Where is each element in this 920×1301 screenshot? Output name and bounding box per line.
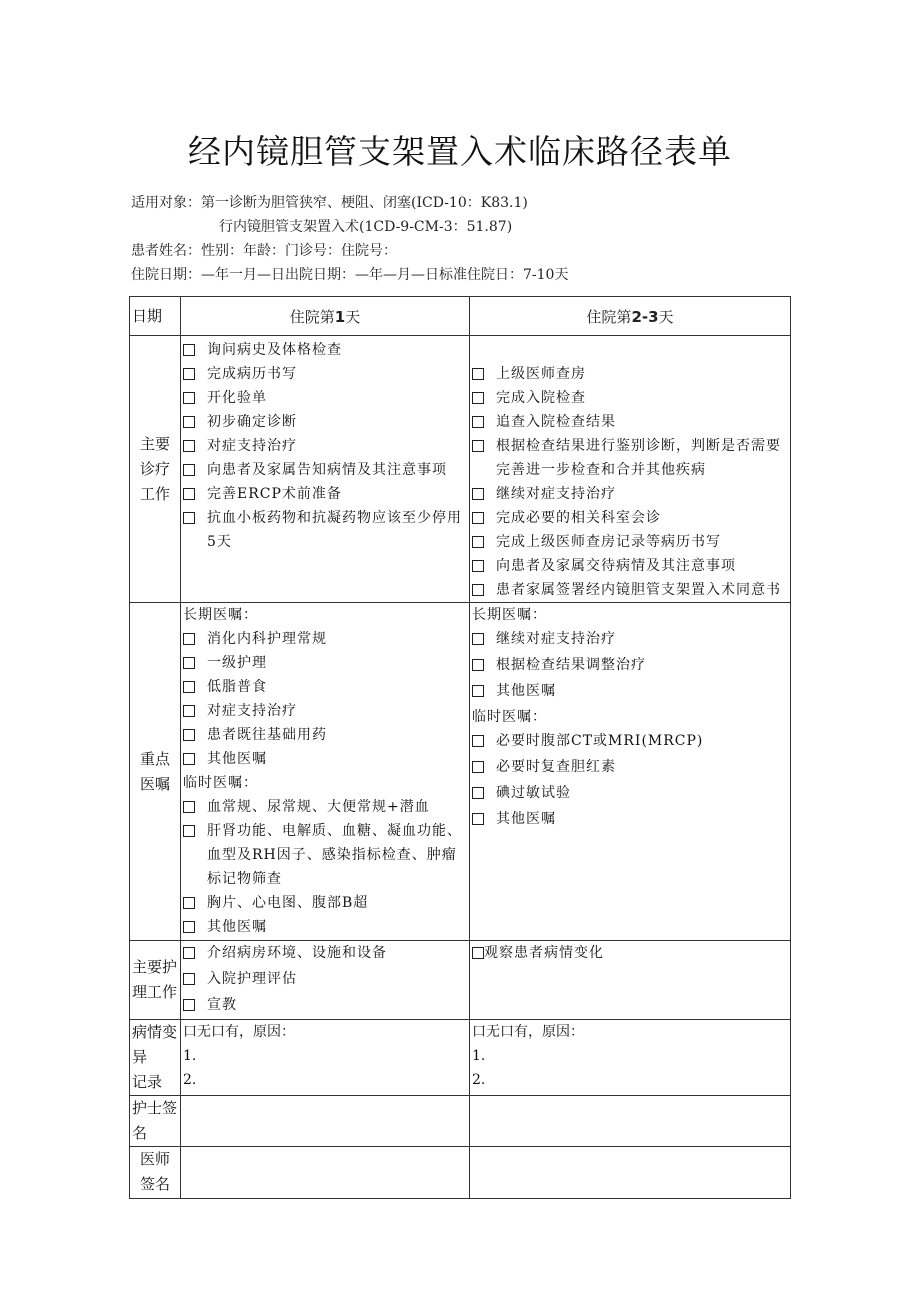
checklist-item-text: 根据检查结果调整治疗 <box>496 657 646 673</box>
main-work-label <box>130 336 181 603</box>
checklist-item-text: 其他医嘱 <box>496 683 556 699</box>
variance-label-2: 异 <box>132 1048 148 1066</box>
checklist-item-text: 其他医嘱 <box>496 811 556 827</box>
nurse-sign-label-1: 护士签 <box>132 1099 178 1117</box>
variance-row <box>130 1020 791 1096</box>
variance-day1-reason-2[interactable]: 2. <box>183 1072 197 1088</box>
checklist-item <box>472 362 788 386</box>
day1-temp-orders-title: 临时医嘱： <box>183 775 258 791</box>
checkbox[interactable] <box>472 512 484 524</box>
day1-long-orders-list <box>181 627 469 771</box>
checklist-item-text: 抗血小板药物和抗凝药物应该至少停用 <box>207 510 462 526</box>
checklist-item <box>472 578 788 602</box>
checkbox[interactable] <box>183 633 195 645</box>
checkbox[interactable] <box>183 801 195 813</box>
nurse-sign-label <box>130 1096 181 1147</box>
variance-day1-cell <box>181 1020 470 1096</box>
checkbox[interactable] <box>183 921 195 933</box>
nursing-label-2: 理工作 <box>132 983 178 1001</box>
checklist-item-text: 初步确定诊断 <box>207 414 297 430</box>
main-work-label-2: 诊疗 <box>139 459 170 478</box>
checklist-item <box>183 795 467 819</box>
checklist-item <box>183 386 467 410</box>
checklist-item-text: 肝肾功能、电解质、血糖、凝血功能、 <box>207 823 462 839</box>
checklist-item-text: 对症支持治疗 <box>207 438 297 454</box>
checklist-item-continuation: 完善进一步检查和合并其他疾病 <box>496 462 706 478</box>
applicable-procedure: 行内镜胆管支架置入术(1CD-9-CM-3：51.87) <box>219 219 513 235</box>
checkbox[interactable] <box>472 787 484 799</box>
checklist-item <box>183 915 467 939</box>
checkbox[interactable] <box>183 488 195 500</box>
checkbox[interactable] <box>472 416 484 428</box>
checklist-item-text: 低脂普食 <box>207 679 267 695</box>
checkbox[interactable] <box>183 464 195 476</box>
checklist-item-text: 对症支持治疗 <box>207 703 297 719</box>
nursing-row <box>130 941 791 1020</box>
variance-day23-cell <box>470 1020 791 1096</box>
orders-label-2: 医嘱 <box>139 774 170 793</box>
variance-day1-options[interactable]: 口无口有，原因： <box>183 1024 295 1040</box>
checklist-item <box>183 891 467 915</box>
checkbox[interactable] <box>472 584 484 596</box>
checklist-item <box>472 410 788 434</box>
variance-day23-options[interactable]: 口无口有，原因： <box>472 1024 584 1040</box>
checkbox[interactable] <box>472 947 484 959</box>
checklist-item <box>472 679 788 703</box>
variance-label <box>130 1020 181 1096</box>
checkbox[interactable] <box>183 344 195 356</box>
day1-temp-orders-list <box>181 795 469 939</box>
checklist-item <box>472 506 788 530</box>
checkbox[interactable] <box>183 440 195 452</box>
variance-day23-reason-1[interactable]: 1. <box>472 1048 486 1064</box>
checklist-item-text: 一级护理 <box>207 655 267 671</box>
checklist-item-text: 必要时复查胆红素 <box>496 759 616 775</box>
day23-header <box>470 297 791 336</box>
day23-long-orders-title: 长期医嘱： <box>472 607 547 623</box>
checkbox[interactable] <box>183 681 195 693</box>
checklist-item-text: 宣教 <box>207 997 237 1013</box>
admission-dates-line: 住院日期：—年一月—日出院日期：—年—月—日标准住院日：7-10天 <box>131 267 569 283</box>
day1-header <box>181 297 470 336</box>
checklist-item <box>183 819 467 843</box>
checklist-item-text: 完成必要的相关科室会诊 <box>496 510 661 526</box>
nurse-sign-row <box>130 1096 791 1147</box>
checkbox[interactable] <box>472 368 484 380</box>
checklist-item-text: 向患者及家属交待病情及其注意事项 <box>496 558 736 574</box>
checkbox[interactable] <box>472 761 484 773</box>
checklist-item-text: 开化验单 <box>207 390 267 406</box>
main-work-label-1: 主要 <box>139 434 170 453</box>
main-work-day23-list <box>470 336 790 602</box>
variance-label-1: 病情变 <box>132 1023 178 1041</box>
nurse-sign-label-2: 名 <box>132 1124 148 1142</box>
checklist-item <box>183 675 467 699</box>
checklist-item-text: 追查入院检查结果 <box>496 414 616 430</box>
orders-label-1: 重点 <box>139 749 170 768</box>
checklist-item-text: 其他医嘱 <box>207 919 267 935</box>
nurse-sign-day1-field[interactable] <box>181 1096 470 1147</box>
orders-day23-cell <box>470 603 791 941</box>
checkbox[interactable] <box>183 657 195 669</box>
doctor-sign-label <box>130 1147 181 1199</box>
checklist-item <box>183 651 467 675</box>
checklist-item-text: 根据检查结果进行鉴别诊断，判断是否需要 <box>496 438 781 454</box>
checklist-item <box>472 482 788 506</box>
checklist-item <box>183 410 467 434</box>
variance-day1-reason-1[interactable]: 1. <box>183 1048 197 1064</box>
checkbox[interactable] <box>472 735 484 747</box>
checklist-item-continuation: 标记物筛查 <box>207 871 282 887</box>
checkbox[interactable] <box>472 560 484 572</box>
day23-header-prefix: 住院第 <box>586 307 632 326</box>
checklist-item-continuation: 5天 <box>207 534 232 550</box>
checklist-item <box>472 627 788 651</box>
checklist-item <box>472 653 788 677</box>
checklist-item <box>472 755 788 779</box>
date-label: 日期 <box>130 297 181 336</box>
checklist-item <box>183 458 467 482</box>
checklist-item <box>183 941 467 965</box>
nursing-day1-list <box>181 941 469 1017</box>
variance-label-3: 记录 <box>132 1073 163 1091</box>
checkbox[interactable] <box>472 392 484 404</box>
checklist-item-text: 患者既往基础用药 <box>207 727 327 743</box>
checklist-item-text: 介绍病房环境、设施和设备 <box>207 945 387 961</box>
checklist-item <box>183 338 467 362</box>
day23-temp-orders-list <box>470 729 790 831</box>
checklist-item-text: 询问病史及体格检查 <box>207 342 342 358</box>
checkbox[interactable] <box>183 705 195 717</box>
checklist-item-text: 继续对症支持治疗 <box>496 631 616 647</box>
checkbox[interactable] <box>183 825 195 837</box>
checklist-item-text: 碘过敏试验 <box>496 785 571 801</box>
doctor-sign-label-1: 医师 <box>139 1150 170 1168</box>
checkbox[interactable] <box>183 729 195 741</box>
checklist-item <box>472 807 788 831</box>
checkbox[interactable] <box>183 368 195 380</box>
checklist-item-text: 必要时腹部CT或MRI(MRCP) <box>496 733 704 749</box>
checklist-item-text: 向患者及家属告知病情及其注意事项 <box>207 462 447 478</box>
checklist-item <box>472 530 788 554</box>
orders-row <box>130 603 791 941</box>
doctor-sign-label-2: 签名 <box>139 1175 170 1193</box>
checklist-item <box>183 627 467 651</box>
checklist-item <box>183 434 467 458</box>
main-work-row <box>130 336 791 603</box>
checklist-item-text: 血常规、尿常规、大便常规+潜血 <box>207 799 430 815</box>
checklist-item-text: 完成入院检查 <box>496 390 586 406</box>
checkbox[interactable] <box>472 536 484 548</box>
checklist-item <box>183 993 467 1017</box>
checklist-item-text: 继续对症支持治疗 <box>496 486 616 502</box>
checklist-item-continuation: 血型及RH因子、感染指标检查、肿瘤 <box>207 847 457 863</box>
nursing-label-1: 主要护 <box>132 958 178 976</box>
checklist-item <box>183 723 467 747</box>
checkbox[interactable] <box>183 947 195 959</box>
checkbox[interactable] <box>472 488 484 500</box>
orders-label <box>130 603 181 941</box>
checklist-item-text: 消化内科护理常规 <box>207 631 327 647</box>
day1-long-orders-title: 长期医嘱： <box>183 607 258 623</box>
checklist-item <box>472 781 788 805</box>
main-work-day23-cell <box>470 336 791 603</box>
variance-day23-reason-2[interactable]: 2. <box>472 1072 486 1088</box>
day1-header-prefix: 住院第 <box>289 307 335 326</box>
main-work-day1-list <box>181 336 469 554</box>
checklist-item <box>472 941 788 965</box>
checkbox[interactable] <box>183 392 195 404</box>
checklist-item-text: 胸片、心电图、腹部B超 <box>207 895 369 911</box>
checklist-item <box>183 699 467 723</box>
day23-header-suffix: 天 <box>658 307 674 326</box>
checkbox[interactable] <box>472 659 484 671</box>
day1-header-suffix: 天 <box>345 307 361 326</box>
checkbox[interactable] <box>183 999 195 1011</box>
checklist-item-text: 入院护理评估 <box>207 971 297 987</box>
doctor-sign-day1-field[interactable] <box>181 1147 470 1199</box>
nursing-day23-cell <box>470 941 791 1020</box>
nursing-day23-list <box>470 941 790 965</box>
checklist-item <box>472 554 788 578</box>
clinical-pathway-table <box>129 296 791 1199</box>
day23-header-num: 2-3 <box>631 307 659 326</box>
header-row <box>130 297 791 336</box>
checklist-item <box>183 482 467 506</box>
checkbox[interactable] <box>472 440 484 452</box>
checkbox[interactable] <box>183 897 195 909</box>
checklist-item <box>183 362 467 386</box>
checklist-item <box>472 386 788 410</box>
doctor-sign-day23-field[interactable] <box>470 1147 791 1199</box>
checklist-item <box>183 747 467 771</box>
checklist-item-text: 上级医师查房 <box>496 366 586 382</box>
checkbox[interactable] <box>183 973 195 985</box>
checkbox[interactable] <box>183 512 195 524</box>
checklist-item <box>472 729 788 753</box>
checkbox[interactable] <box>472 813 484 825</box>
doctor-sign-row <box>130 1147 791 1199</box>
checklist-item <box>472 434 788 458</box>
checklist-item-text: 完成病历书写 <box>207 366 297 382</box>
page-title: 经内镜胆管支架置入术临床路径表单 <box>188 132 732 171</box>
checklist-item-text: 其他医嘱 <box>207 751 267 767</box>
day23-long-orders-list <box>470 627 790 703</box>
main-work-day1-cell <box>181 336 470 603</box>
checklist-item-text: 观察患者病情变化 <box>484 945 604 961</box>
checkbox[interactable] <box>472 685 484 697</box>
checkbox[interactable] <box>183 753 195 765</box>
nursing-day1-cell <box>181 941 470 1020</box>
checklist-item-text: 患者家属签署经内镜胆管支架置入术同意书 <box>496 582 781 598</box>
checklist-item-text: 完成上级医师查房记录等病历书写 <box>496 534 721 550</box>
nursing-label <box>130 941 181 1020</box>
patient-info-line: 患者姓名：性别：年龄：门诊号：住院号： <box>131 243 397 259</box>
checklist-item-text: 完善ERCP术前准备 <box>207 486 342 502</box>
checklist-item <box>183 506 467 530</box>
checkbox[interactable] <box>472 633 484 645</box>
checklist-item <box>183 967 467 991</box>
main-work-label-3: 工作 <box>139 484 170 503</box>
applicable-diagnosis: 适用对象：第一诊断为胆管狭窄、梗阻、闭塞(ICD-10：K83.1) <box>131 195 528 211</box>
checkbox[interactable] <box>183 416 195 428</box>
day1-header-num: 1 <box>334 307 346 326</box>
orders-day1-cell <box>181 603 470 941</box>
nurse-sign-day23-field[interactable] <box>470 1096 791 1147</box>
day23-temp-orders-title: 临时医嘱： <box>472 709 547 725</box>
